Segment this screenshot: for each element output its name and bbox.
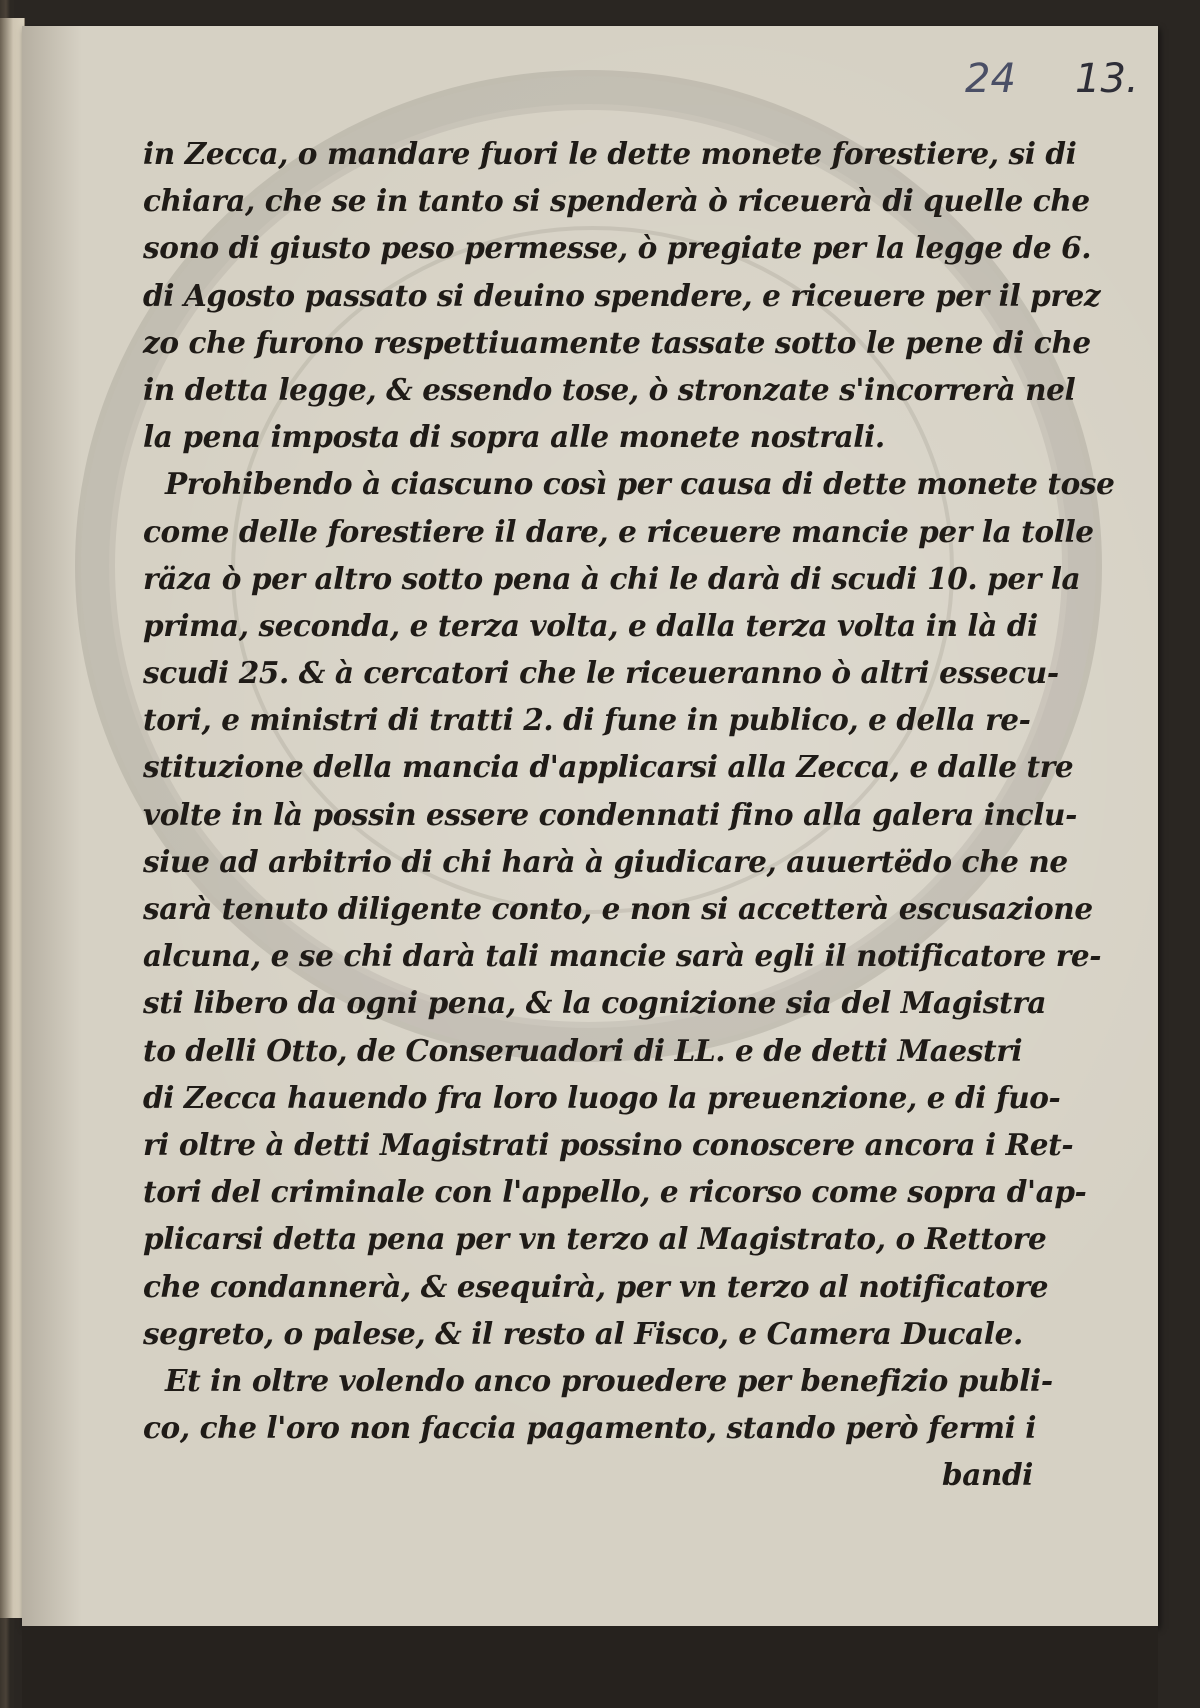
text-line: sarà tenuto diligente conto, e non si accetterà escusazione [143, 891, 1093, 926]
text-line: zo che furono respettiuamente tassate sotto le pene di che [143, 324, 1091, 360]
text-line: sti libero da ogni pena, & la cognizione sia del Magistra [143, 985, 1047, 1021]
body-text [143, 130, 1115, 1498]
text-line: di Agosto passato si deuino spendere, e riceuere per il prez [143, 277, 1101, 313]
scan-background [22, 1626, 1158, 1708]
text-line: ri oltre à detti Magistrati possino conoscere ancora i Ret- [143, 1126, 1074, 1162]
text-line: stituzione della mancia d'applicarsi alla Zecca, e dalle tre [143, 749, 1074, 785]
text-line: che condannerà, & esequirà, per vn terzo al notificatore [143, 1268, 1049, 1304]
text-line: tori, e ministri di tratti 2. di fune in publico, e della re- [143, 702, 1031, 738]
text-line: come delle forestiere il dare, e riceuere mancie per la tolle [143, 513, 1094, 549]
text-line: volte in là possin essere condennati fino alla galera inclu- [143, 796, 1077, 832]
text-line: scudi 25. & à cercatori che le riceueranno ò altri essecu- [143, 655, 1059, 691]
text-line: in Zecca, o mandare fuori le dette monete forestiere, si di [143, 136, 1077, 171]
text-line: segreto, o palese, & il resto al Fisco, e Camera Ducale. [143, 1315, 1023, 1351]
text-line: alcuna, e se chi darà tali mancie sarà egli il notificatore re- [143, 938, 1102, 974]
catchword: bandi [941, 1457, 1033, 1493]
text-line: to delli Otto, de Conseruadori di LL. e de detti Maestri [143, 1032, 1023, 1068]
text-line: di Zecca hauendo fra loro luogo la preuenzione, e di fuo- [143, 1079, 1061, 1115]
paragraph-start-line: Et in oltre volendo anco prouedere per benefizio publi- [165, 1362, 1053, 1398]
text-line: siue ad arbitrio di chi harà à giudicare, auuertëdo che ne [143, 843, 1068, 879]
paragraph-start-line: Prohibendo à ciascuno così per causa di dette monete tose [165, 466, 1115, 502]
text-line: co, che l'oro non faccia pagamento, stando però fermi i [143, 1410, 1037, 1446]
text-line: la pena imposta di sopra alle monete nostrali. [143, 419, 885, 455]
folio-pencil-number: 24 [965, 56, 1016, 102]
text-line: räza ò per altro sotto pena à chi le darà di scudi 10. per la [143, 560, 1081, 596]
text-line: chiara, che se in tanto si spenderà ò riceuerà di quelle che [143, 183, 1090, 219]
text-line: prima, seconda, e terza volta, e dalla terza volta in là di [143, 607, 1038, 643]
text-line: plicarsi detta pena per vn terzo al Magistrato, o Rettore [143, 1221, 1047, 1257]
folio-ink-number: 13. [1075, 56, 1139, 102]
text-line: in detta legge, & essendo tose, ò stronzate s'incorrerà nel [143, 371, 1076, 407]
text-line: tori del criminale con l'appello, e ricorso come sopra d'ap- [143, 1174, 1087, 1210]
text-line: sono di giusto peso permesse, ò pregiate per la legge de 6. [143, 230, 1092, 266]
